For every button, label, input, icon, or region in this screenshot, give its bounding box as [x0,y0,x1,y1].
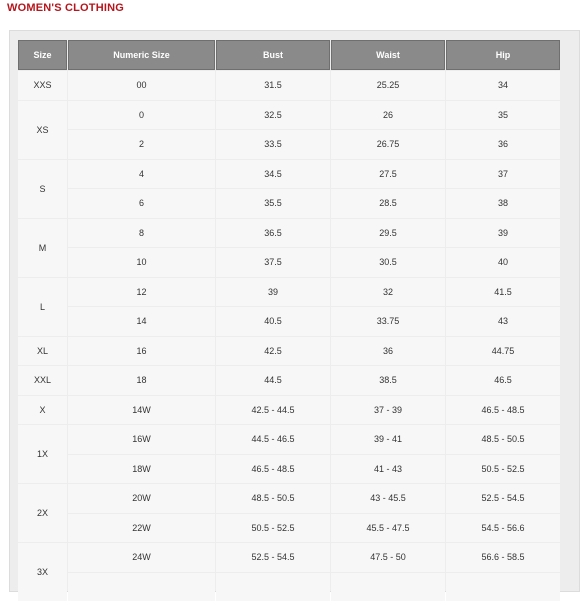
cell-size: L [18,278,67,336]
header-numeric-size: Numeric Size [68,40,215,70]
cell-bust: 44.5 [216,366,330,395]
cell-hip: 36 [446,130,560,159]
table-row [18,396,560,425]
header-waist: Waist [331,40,445,70]
cell-numeric-size: 22W [68,514,215,543]
table-row [18,573,560,602]
cell-waist: 29.5 [331,219,445,248]
table-row [18,455,560,484]
cell-numeric-size: 14W [68,396,215,425]
cell-waist: 43 - 45.5 [331,484,445,513]
table-row [18,514,560,543]
cell-size: 1X [18,425,67,483]
cell-size: 2X [18,484,67,542]
cell-hip: 48.5 - 50.5 [446,425,560,454]
cell-waist: 39 - 41 [331,425,445,454]
cell-waist: 27.5 [331,160,445,189]
cell-numeric-size: 24W [68,543,215,572]
cell-numeric-size: 8 [68,219,215,248]
table-row [18,130,560,159]
cell-hip: 50.5 - 52.5 [446,455,560,484]
table-row [18,366,560,395]
cell-waist: 32 [331,278,445,307]
cell-size: XXL [18,366,67,395]
cell-numeric-size: 14 [68,307,215,336]
cell-waist: 36 [331,337,445,366]
cell-numeric-size: 16 [68,337,215,366]
cell-numeric-size: 10 [68,248,215,277]
cell-waist: 41 - 43 [331,455,445,484]
cell-hip: 41.5 [446,278,560,307]
cell-hip: 38 [446,189,560,218]
cell-size: XXS [18,71,67,100]
table-row [18,543,560,572]
cell-hip: 39 [446,219,560,248]
table-row [18,71,560,100]
cell-bust: 52.5 - 54.5 [216,543,330,572]
cell-bust: 50.5 - 52.5 [216,514,330,543]
table-row [18,307,560,336]
cell-waist: 33.75 [331,307,445,336]
table-row [18,337,560,366]
cell-numeric-size: 18W [68,455,215,484]
cell-bust: 37.5 [216,248,330,277]
size-chart-panel [9,30,580,592]
cell-hip: 37 [446,160,560,189]
cell-bust: 42.5 - 44.5 [216,396,330,425]
cell-hip: 40 [446,248,560,277]
cell-waist: 25.25 [331,71,445,100]
cell-numeric-size: 12 [68,278,215,307]
cell-numeric-size: 20W [68,484,215,513]
cell-bust: 31.5 [216,71,330,100]
cell-bust: 36.5 [216,219,330,248]
cell-waist: 45.5 - 47.5 [331,514,445,543]
cell-hip [446,573,560,602]
cell-waist: 37 - 39 [331,396,445,425]
cell-bust: 42.5 [216,337,330,366]
table-header-row [18,40,560,70]
page-title: WOMEN'S CLOTHING [7,2,125,14]
cell-waist: 38.5 [331,366,445,395]
header-size: Size [18,40,67,70]
cell-bust: 35.5 [216,189,330,218]
header-hip: Hip [446,40,560,70]
cell-bust: 44.5 - 46.5 [216,425,330,454]
cell-bust: 34.5 [216,160,330,189]
cell-size: XS [18,101,67,159]
cell-bust: 40.5 [216,307,330,336]
cell-waist: 47.5 - 50 [331,543,445,572]
cell-size: XL [18,337,67,366]
cell-hip: 46.5 - 48.5 [446,396,560,425]
cell-size: 3X [18,543,67,601]
cell-hip: 43 [446,307,560,336]
table-row [18,484,560,513]
table-row [18,248,560,277]
table-row [18,160,560,189]
cell-waist: 30.5 [331,248,445,277]
cell-bust: 33.5 [216,130,330,159]
cell-numeric-size [68,573,215,602]
cell-numeric-size: 2 [68,130,215,159]
cell-bust: 48.5 - 50.5 [216,484,330,513]
header-bust: Bust [216,40,330,70]
cell-bust: 39 [216,278,330,307]
cell-bust: 32.5 [216,101,330,130]
cell-hip: 44.75 [446,337,560,366]
size-chart-table [17,39,561,602]
cell-waist: 28.5 [331,189,445,218]
table-row [18,278,560,307]
table-row [18,425,560,454]
cell-hip: 34 [446,71,560,100]
table-row [18,189,560,218]
cell-numeric-size: 4 [68,160,215,189]
cell-numeric-size: 0 [68,101,215,130]
cell-size: S [18,160,67,218]
cell-numeric-size: 00 [68,71,215,100]
cell-hip: 35 [446,101,560,130]
cell-bust [216,573,330,602]
cell-hip: 52.5 - 54.5 [446,484,560,513]
cell-hip: 46.5 [446,366,560,395]
cell-hip: 56.6 - 58.5 [446,543,560,572]
cell-bust: 46.5 - 48.5 [216,455,330,484]
table-row [18,219,560,248]
cell-numeric-size: 18 [68,366,215,395]
cell-size: M [18,219,67,277]
cell-numeric-size: 6 [68,189,215,218]
cell-waist: 26.75 [331,130,445,159]
table-body [18,71,560,601]
cell-size: X [18,396,67,425]
cell-hip: 54.5 - 56.6 [446,514,560,543]
table-row [18,101,560,130]
cell-waist [331,573,445,602]
cell-waist: 26 [331,101,445,130]
cell-numeric-size: 16W [68,425,215,454]
